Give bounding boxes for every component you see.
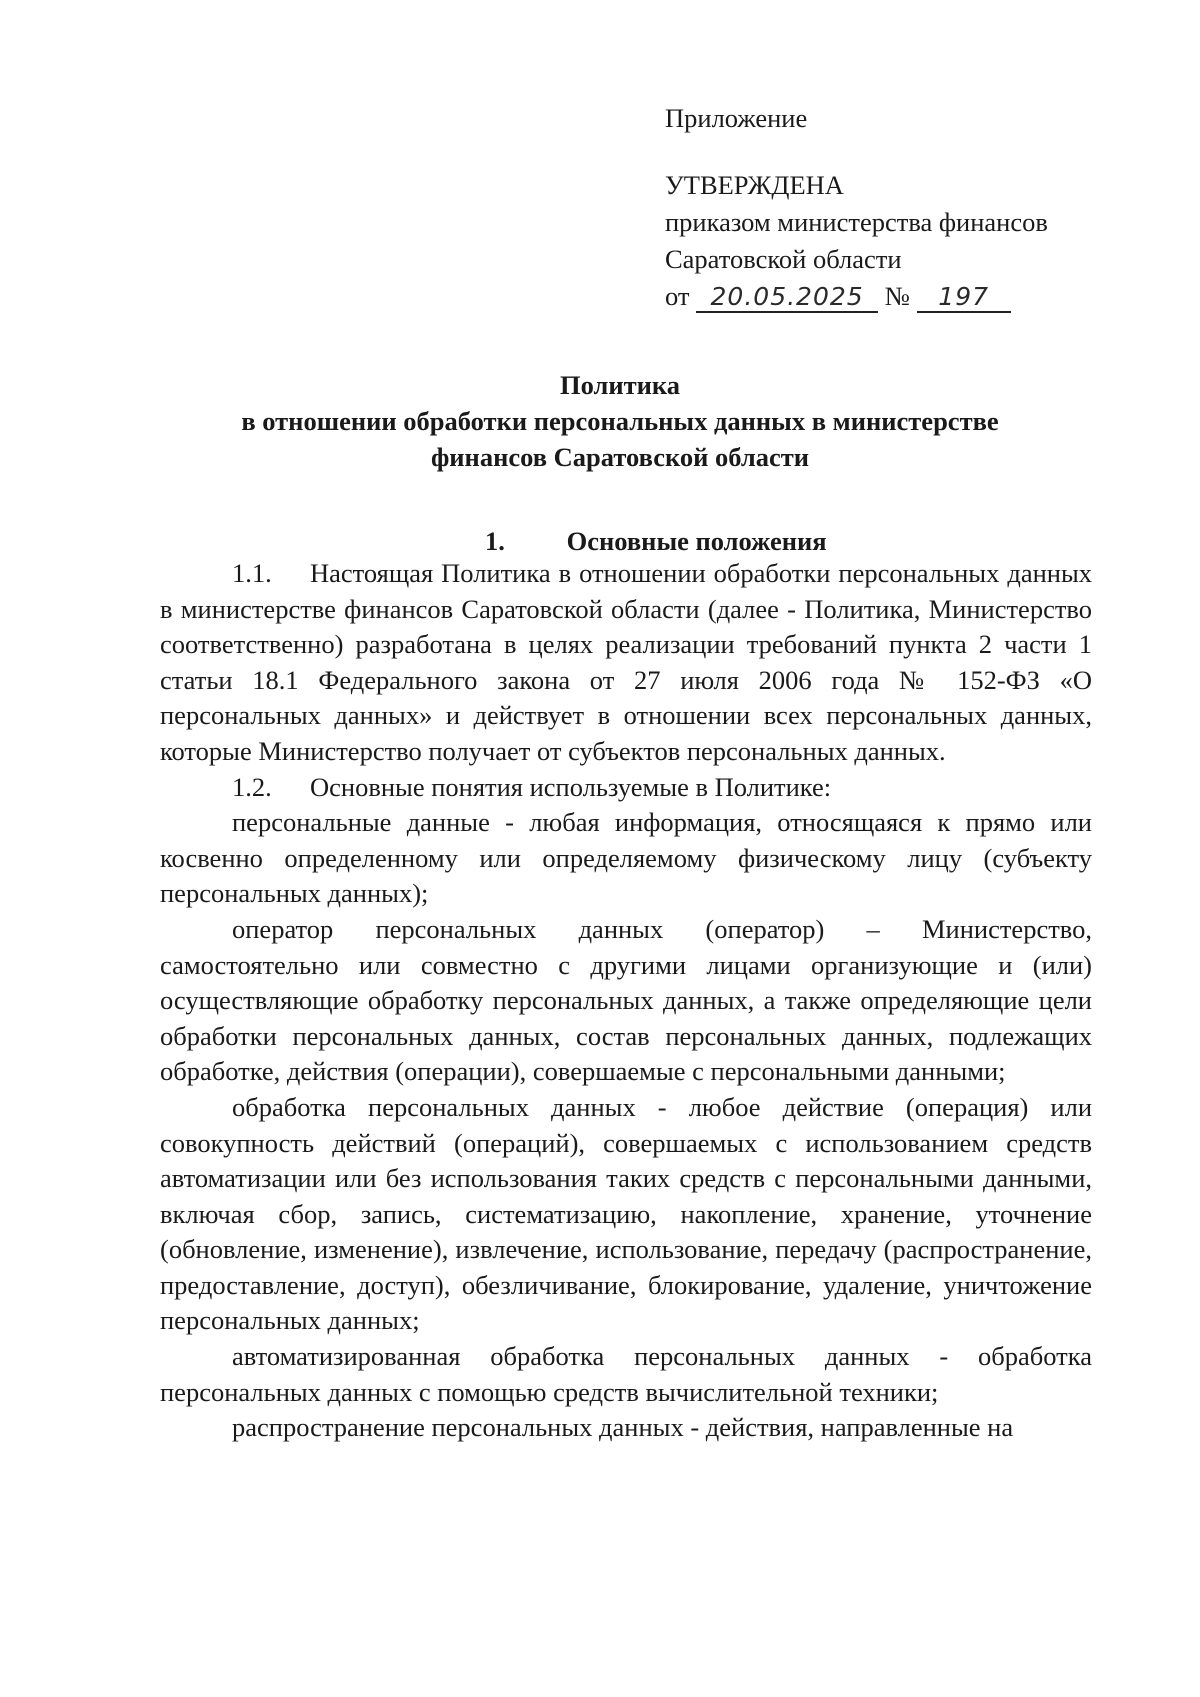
order-line-1: приказом министерства финансов — [665, 207, 1048, 237]
body-text — [160, 556, 1092, 1446]
definition-paragraph: распространение персональных данных - действия, направленные на — [232, 1412, 1014, 1443]
handwritten-date: 20.05.2025 — [696, 283, 878, 313]
clause-text: Настоящая Политика в отношении обработки персональных данных в министерстве финансов Саратовской области (далее - Политика, Министерство соответственно) разработана в целях реализации требований пункта 2 части 1 статьи 18.1 Федерального закона от 27 июля 2006 года № 152-ФЗ «О персональных данных» и действует в отношении всех персональных данных, которые Министерство получает от субъектов персональных данных. — [160, 558, 1092, 766]
order-date-number-line — [665, 278, 1145, 315]
section-title: Основные положения — [566, 526, 827, 556]
clause-paragraph — [160, 556, 1092, 770]
definition-paragraph: персональные данные - любая информация, относящаяся к прямо или косвенно определенному или определяемому физическому лицу (субъекту персональных данных); — [160, 807, 1092, 909]
title-line-3: финансов Саратовской области — [430, 442, 810, 472]
number-label: № — [884, 281, 911, 311]
definition-paragraph: обработка персональных данных - любое действие (операция) или совокупность действий (операций), совершаемых с использованием средств автоматизации или без использования таких средств с персональными данными, включая сбор, запись, систематизацию, накопление, хранение, уточнение (обновление, изменение), извлечение, использование, передачу (распространение, предоставление, доступ), обезличивание, блокирование, удаление, уничтожение персональных данных; — [160, 1091, 1092, 1336]
approved-label: УТВЕРЖДЕНА — [665, 170, 844, 200]
clause-number: 1.1. — [232, 558, 272, 588]
order-line-2: Саратовской области — [665, 244, 902, 274]
clause-text: Основные понятия используемые в Политике: — [310, 771, 832, 802]
definition-paragraph: оператор персональных данных (оператор) – Министерство, самостоятельно или совместно с другими лицами организующие и (или) осуществляющие обработку персональных данных, а также определяющие цели обработки персональных данных, состав персональных данных, подлежащих обработке, действия (операции), совершаемые с персональными данными; — [160, 913, 1092, 1087]
section-heading — [485, 523, 827, 559]
definition-paragraph: автоматизированная обработка персональных данных - обработка персональных данных с помощью средств вычислительной техники; — [160, 1341, 1092, 1407]
document-title — [150, 367, 1090, 475]
title-line-2: в отношении обработки персональных данных в министерстве — [241, 406, 999, 436]
clause-paragraph — [160, 770, 1092, 806]
section-number: 1. — [485, 526, 505, 556]
clause-number: 1.2. — [232, 771, 272, 802]
appendix-label: Приложение — [665, 103, 808, 133]
from-label: от — [665, 281, 690, 311]
title-line-1: Политика — [559, 370, 681, 400]
approval-stamp-block — [665, 100, 1145, 315]
handwritten-order-number: 197 — [917, 283, 1011, 313]
